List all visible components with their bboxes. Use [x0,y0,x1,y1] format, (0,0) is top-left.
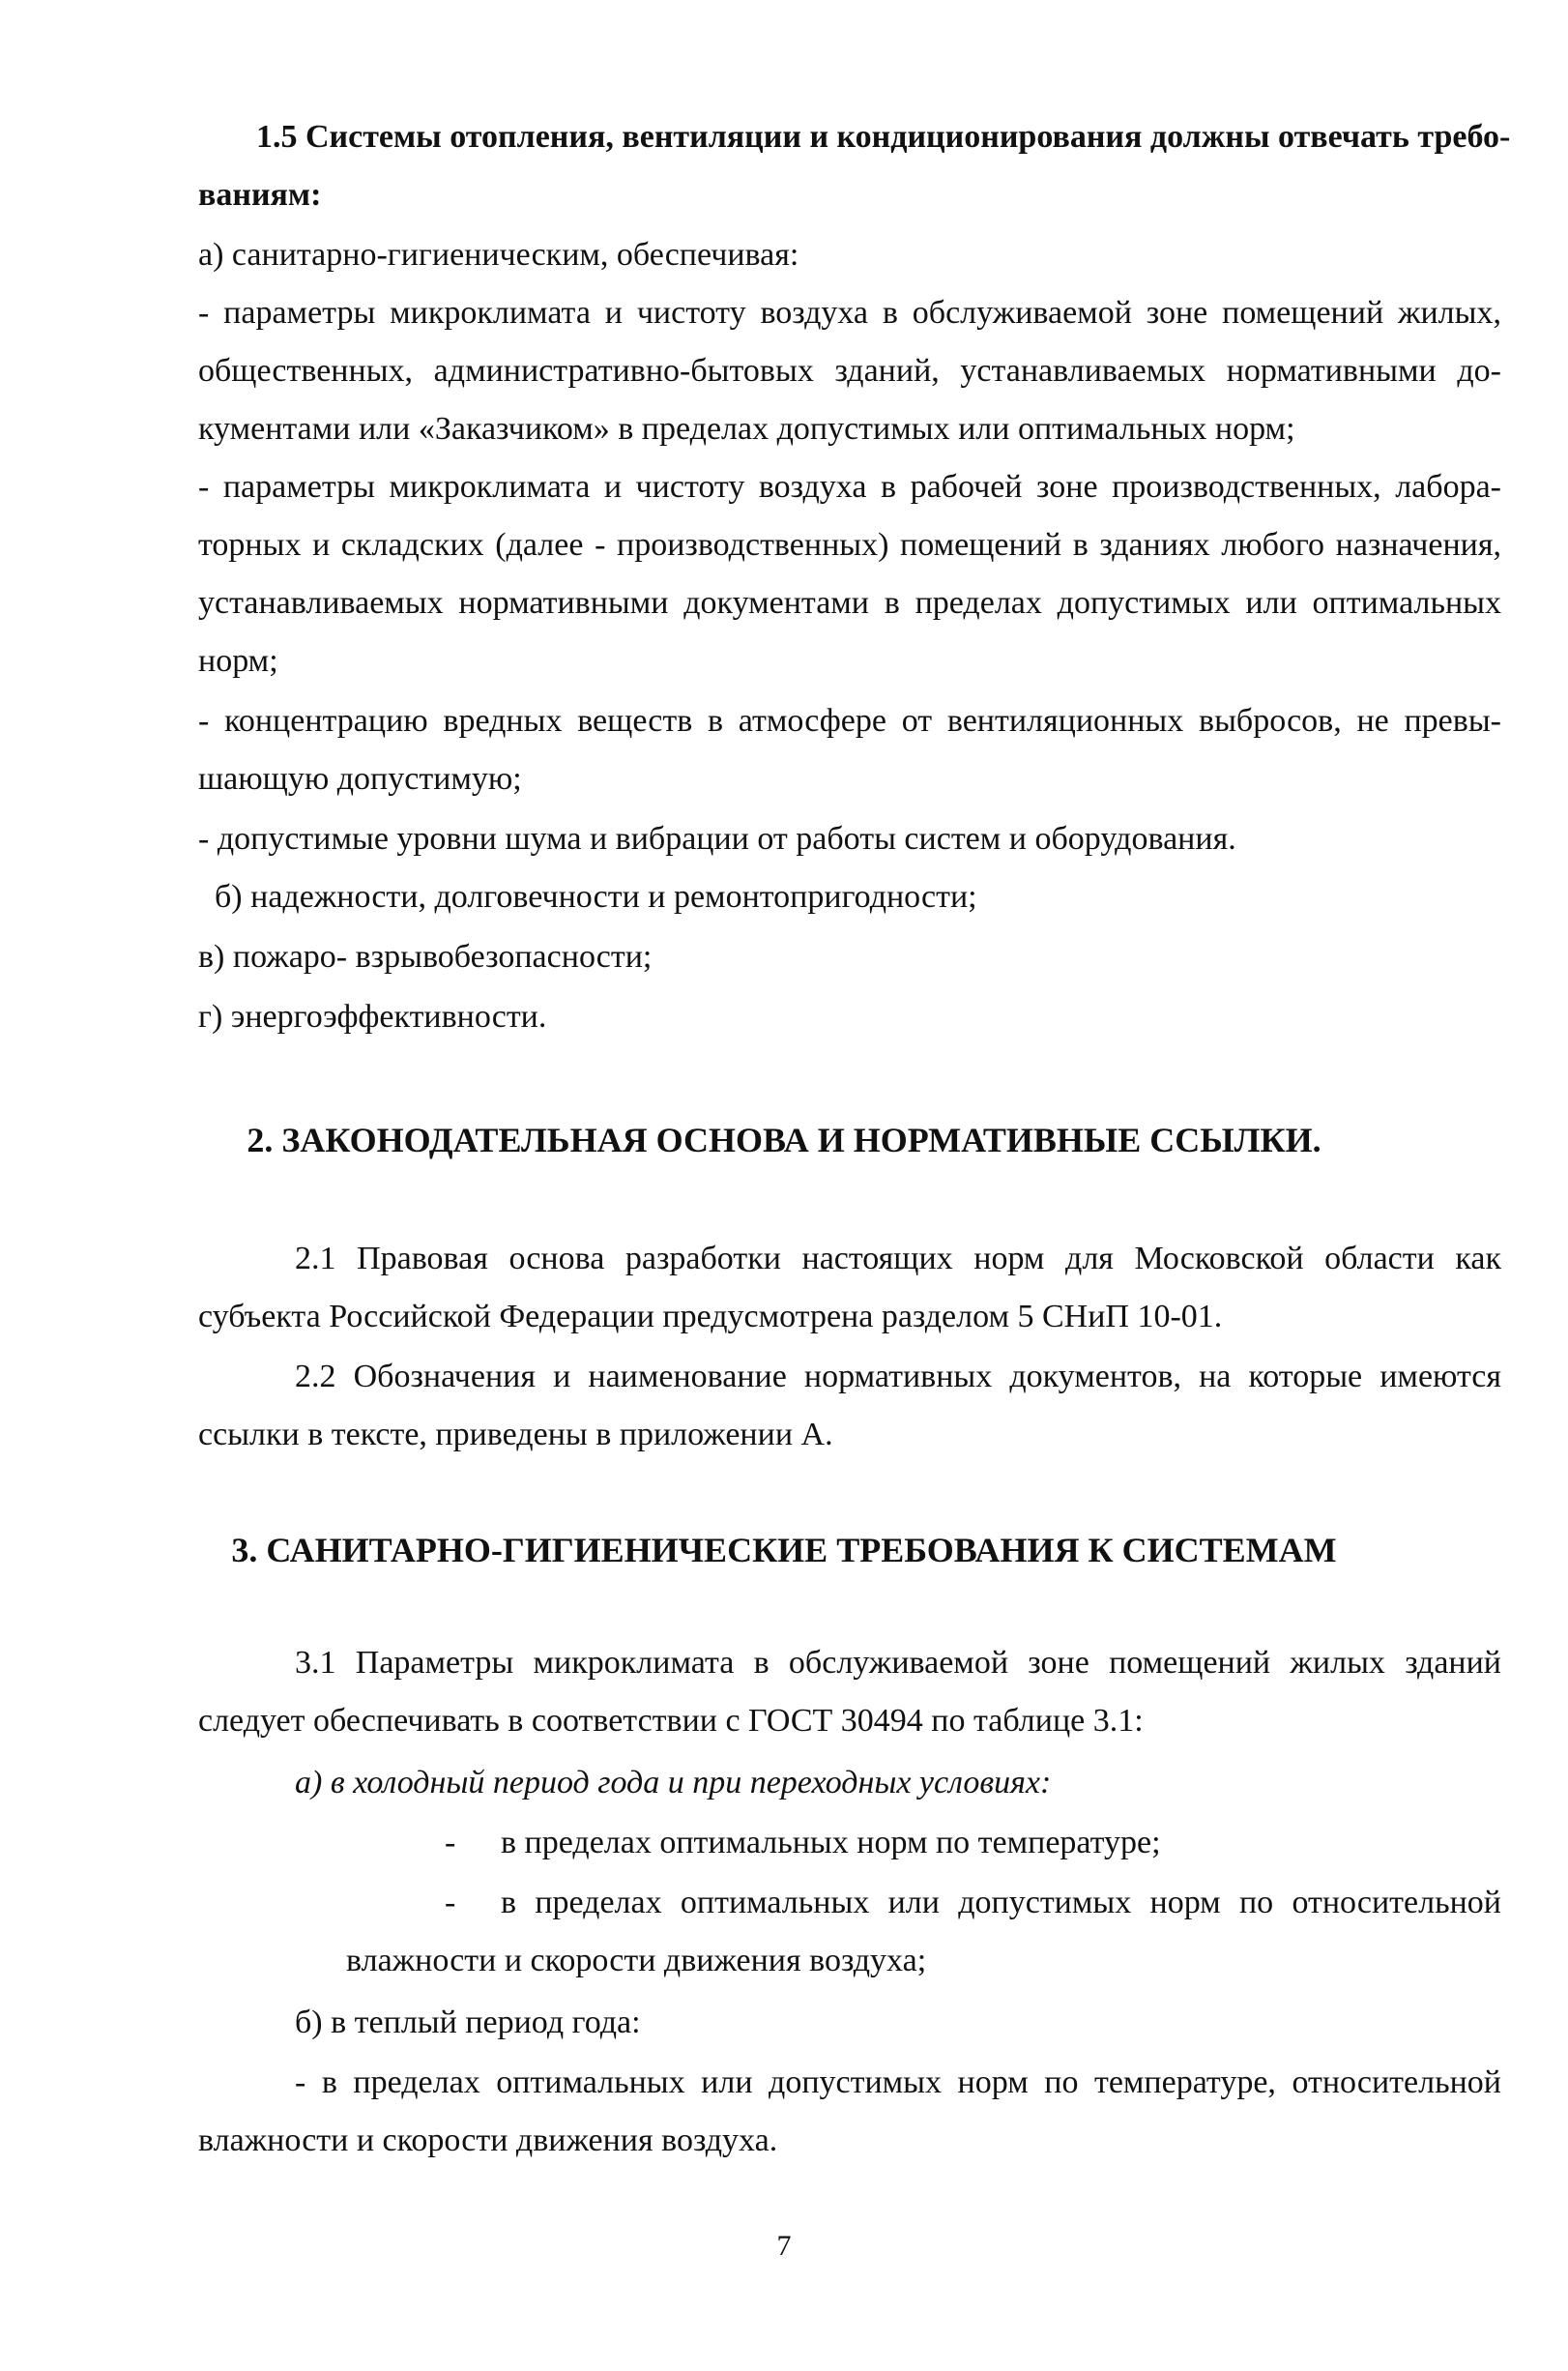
section-3-item-a1-dash: - [445,1825,456,1860]
item-a2-line-4: норм; [198,643,278,679]
page-number: 7 [776,2230,792,2262]
paragraph-1-5-line-2: ваниям: [198,177,322,213]
item-a1-line-1: - параметры микроклимата и чистоту воздуха в обслуживаемой зоне помещений жилых, [198,295,1501,331]
item-a1-line-2: общественных, административно-бытовых зданий, устанавливаемых нормативными до- [198,353,1501,389]
item-a2-line-3: устанавливаемых нормативными документами в пределах допустимых или оптимальных [198,585,1501,621]
section-3-heading: 3. САНИТАРНО-ГИГИЕНИЧЕСКИЕ ТРЕБОВАНИЯ К СИСТЕМАМ [231,1531,1337,1569]
paragraph-3-1-line-2: следует обеспечивать в соответствии с ГОСТ 30494 по таблице 3.1: [198,1703,1144,1739]
section-2-heading: 2. ЗАКОНОДАТЕЛЬНАЯ ОСНОВА И НОРМАТИВНЫЕ ССЫЛКИ. [247,1121,1321,1159]
section-3-item-b1-line-2: влажности и скорости движения воздуха. [198,2122,778,2158]
paragraph-3-1-line-1: 3.1 Параметры микроклимата в обслуживаемой зоне помещений жилых зданий [295,1645,1501,1681]
paragraph-2-1-line-1: 2.1 Правовая основа разработки настоящих норм для Московской области как [295,1241,1501,1276]
section-3-item-a1-text: в пределах оптимальных норм по температуре; [501,1825,1161,1860]
item-v: в) пожаро- взрывобезопасности; [198,939,653,975]
paragraph-1-5-line-1: 1.5 Системы отопления, вентиляции и кондиционирования должны отвечать требо- [256,119,1511,155]
section-3-item-a-label: а) в холодный период года и при переходных условиях: [295,1765,1052,1800]
paragraph-2-2-line-2: ссылки в тексте, приведены в приложении А. [198,1417,833,1452]
item-a3-line-1: - концентрацию вредных веществ в атмосфере от вентиляционных выбросов, не превы- [198,703,1501,739]
section-3-item-a2-continuation: влажности и скорости движения воздуха; [346,1943,927,1978]
item-a1-line-3: кументами или «Заказчиком» в пределах допустимых или оптимальных норм; [198,411,1295,447]
item-a2-line-2: торных и складских (далее - производственных) помещений в зданиях любого назначения, [198,527,1501,563]
item-a3-line-2: шающую допустимую; [198,761,522,797]
item-a-label: а) санитарно-гигиеническим, обеспечивая: [198,237,799,273]
paragraph-2-2-line-1: 2.2 Обозначения и наименование нормативных документов, на которые имеются [295,1359,1501,1394]
section-3-item-b1-line-1: - в пределах оптимальных или допустимых норм по температуре, относительной [295,2064,1501,2100]
paragraph-2-1-line-2: субъекта Российской Федерации предусмотрена разделом 5 СНиП 10-01. [198,1299,1223,1334]
item-a4-line-1: - допустимые уровни шума и вибрации от работы систем и оборудования. [198,821,1236,857]
section-3-item-a2-text: в пределах оптимальных или допустимых норм по относительной [501,1885,1501,1920]
item-a2-line-1: - параметры микроклимата и чистоту воздуха в рабочей зоне производственных, лабора- [198,469,1501,505]
section-3-item-a2-dash: - [445,1885,456,1920]
section-3-item-b-label: б) в теплый период года: [295,2005,641,2040]
item-b: б) надежности, долговечности и ремонтопригодности; [215,879,977,915]
item-g: г) энергоэффективности. [198,999,547,1035]
